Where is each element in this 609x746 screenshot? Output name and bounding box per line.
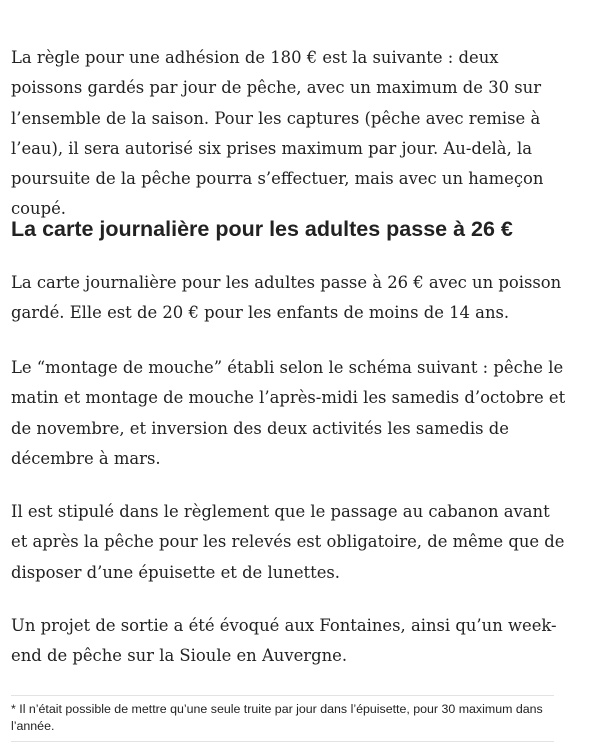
- paragraph-daily-card: La carte journalière pour les adultes passe à 26 € avec un poisson gardé. Elle est de 20 € pour les enfants de moins de 14 ans.: [11, 273, 562, 323]
- paragraph-regulation: Il est stipulé dans le règlement que le passage au cabanon avant et après la pêche pour les relevés est obligatoire, de même que de disposer d’une épuisette et de lunettes.: [11, 502, 565, 582]
- footnote-text: * Il n’était possible de mettre qu’une seule truite par jour dans l’épuisette, pour 30 maximum dans l’année.: [11, 702, 543, 733]
- paragraph-adhesion-rules: La règle pour une adhésion de 180 € est la suivante : deux poissons gardés par jour de pêche, avec un maximum de 30 sur l’ensemble de la saison. Pour les captures (pêche avec remise à l’eau), il sera autorisé six prises maximum par jour. Au-delà, la poursuite de la pêche pourra s’effectuer, mais avec un hameçon coupé.: [11, 48, 544, 219]
- footnote-box: [11, 695, 554, 742]
- section-heading: La carte journalière pour les adultes passe à 26 €: [11, 217, 513, 241]
- paragraph-outing-project: Un projet de sortie a été évoqué aux Fontaines, ainsi qu’un week-end de pêche sur la Sioule en Auvergne.: [11, 616, 557, 666]
- paragraph-fly-tying: Le “montage de mouche” établi selon le schéma suivant : pêche le matin et montage de mouche l’après-midi les samedis d’octobre et de novembre, et inversion des deux activités les samedis de décembre à mars.: [11, 358, 566, 468]
